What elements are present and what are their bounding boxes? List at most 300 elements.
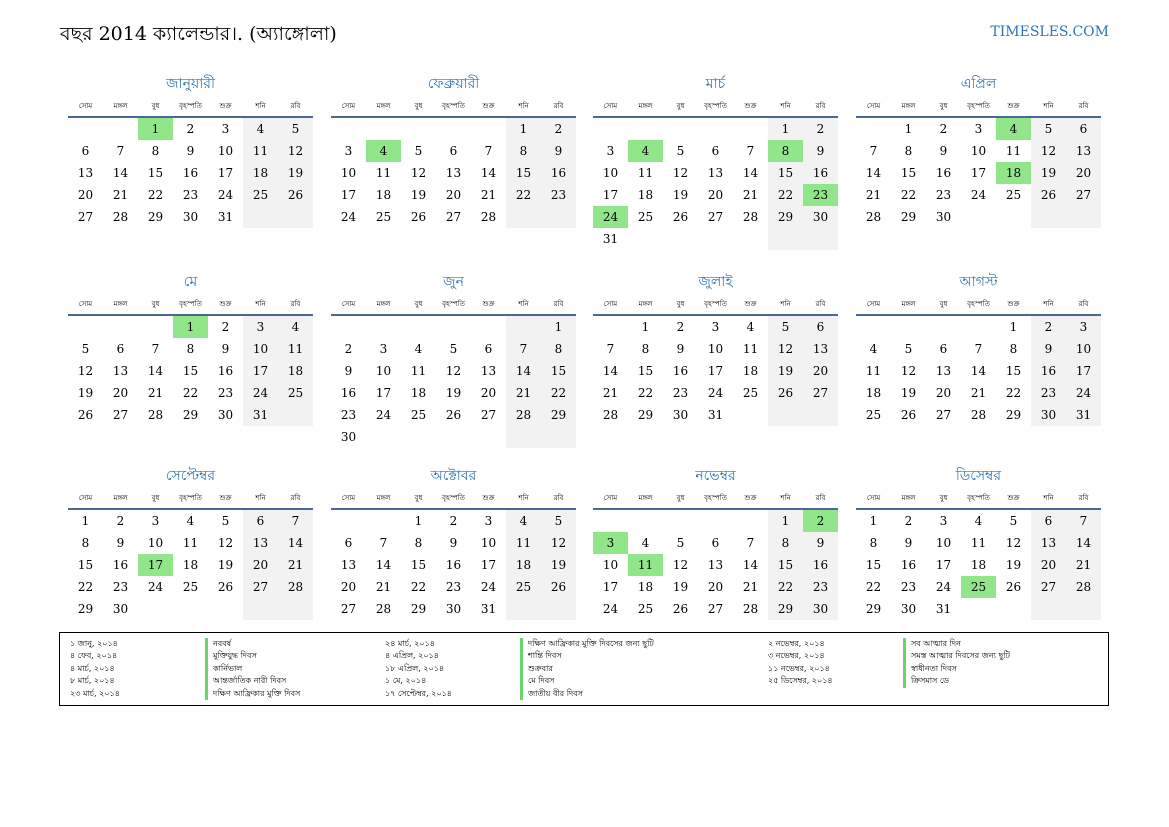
day-cell[interactable]: 22 [777,188,794,202]
day-cell[interactable]: 30 [340,430,357,444]
day-cell[interactable]: 20 [935,386,952,400]
day-cell[interactable]: 8 [151,144,160,158]
day-cell[interactable]: 23 [340,408,357,422]
day-cell[interactable]: 13 [1040,536,1057,550]
day-cell[interactable]: 4 [186,514,195,528]
day-cell[interactable]: 22 [182,386,199,400]
day-cell[interactable]: 11 [637,166,654,180]
day-cell[interactable]: 18 [410,386,427,400]
day-cell[interactable]: 29 [147,210,164,224]
day-cell[interactable]: 18 [637,580,654,594]
day-cell[interactable]: 6 [816,320,825,334]
day-cell[interactable]: 5 [676,536,685,550]
day-cell[interactable]: 28 [480,210,497,224]
day-cell[interactable]: 20 [112,386,129,400]
day-cell[interactable]: 17 [252,364,269,378]
day-cell[interactable]: 27 [252,580,269,594]
day-cell[interactable]: 7 [484,144,493,158]
day-cell[interactable]: 3 [221,122,230,136]
day-cell[interactable]: 11 [182,536,199,550]
day-cell[interactable]: 6 [1044,514,1053,528]
day-cell[interactable]: 15 [410,558,427,572]
day-cell[interactable]: 10 [147,536,164,550]
day-cell[interactable]: 13 [252,536,269,550]
day-cell[interactable]: 1 [414,514,423,528]
day-cell[interactable]: 2 [676,320,685,334]
day-cell[interactable]: 11 [515,536,532,550]
day-cell[interactable]: 7 [1079,514,1088,528]
day-cell[interactable]: 13 [480,364,497,378]
day-cell[interactable]: 22 [900,188,917,202]
day-cell[interactable]: 27 [707,602,724,616]
day-cell[interactable]: 12 [1040,144,1057,158]
day-cell[interactable]: 28 [375,602,392,616]
day-cell[interactable]: 6 [449,144,458,158]
day-cell[interactable]: 19 [672,580,689,594]
day-cell[interactable]: 9 [676,342,685,356]
day-cell[interactable]: 10 [935,536,952,550]
day-cell[interactable]: 28 [742,602,759,616]
holiday-day-cell[interactable]: 1 [173,316,208,338]
day-cell[interactable]: 25 [375,210,392,224]
day-cell[interactable]: 15 [77,558,94,572]
day-cell[interactable]: 3 [484,514,493,528]
day-cell[interactable]: 21 [112,188,129,202]
day-cell[interactable]: 9 [816,144,825,158]
day-cell[interactable]: 8 [781,536,790,550]
day-cell[interactable]: 18 [515,558,532,572]
day-cell[interactable]: 26 [672,602,689,616]
day-cell[interactable]: 15 [147,166,164,180]
holiday-day-cell[interactable]: 2 [803,510,838,532]
day-cell[interactable]: 6 [116,342,125,356]
day-cell[interactable]: 9 [554,144,563,158]
day-cell[interactable]: 18 [287,364,304,378]
day-cell[interactable]: 26 [672,210,689,224]
day-cell[interactable]: 28 [1075,580,1092,594]
day-cell[interactable]: 11 [865,364,882,378]
day-cell[interactable]: 5 [1009,514,1018,528]
day-cell[interactable]: 19 [1040,166,1057,180]
day-cell[interactable]: 21 [865,188,882,202]
day-cell[interactable]: 7 [291,514,300,528]
day-cell[interactable]: 11 [742,342,759,356]
day-cell[interactable]: 29 [900,210,917,224]
day-cell[interactable]: 26 [287,188,304,202]
day-cell[interactable]: 27 [112,408,129,422]
day-cell[interactable]: 11 [1005,144,1022,158]
day-cell[interactable]: 14 [1075,536,1092,550]
day-cell[interactable]: 19 [77,386,94,400]
day-cell[interactable]: 10 [970,144,987,158]
day-cell[interactable]: 19 [1005,558,1022,572]
day-cell[interactable]: 16 [550,166,567,180]
day-cell[interactable]: 6 [484,342,493,356]
day-cell[interactable]: 3 [974,122,983,136]
day-cell[interactable]: 14 [375,558,392,572]
day-cell[interactable]: 6 [81,144,90,158]
day-cell[interactable]: 29 [865,602,882,616]
day-cell[interactable]: 7 [379,536,388,550]
day-cell[interactable]: 14 [112,166,129,180]
day-cell[interactable]: 14 [742,558,759,572]
day-cell[interactable]: 20 [252,558,269,572]
day-cell[interactable]: 28 [742,210,759,224]
day-cell[interactable]: 3 [939,514,948,528]
day-cell[interactable]: 30 [1040,408,1057,422]
day-cell[interactable]: 1 [781,514,790,528]
day-cell[interactable]: 10 [252,342,269,356]
day-cell[interactable]: 19 [672,188,689,202]
day-cell[interactable]: 12 [77,364,94,378]
day-cell[interactable]: 4 [291,320,300,334]
day-cell[interactable]: 12 [672,166,689,180]
day-cell[interactable]: 29 [637,408,654,422]
day-cell[interactable]: 12 [1005,536,1022,550]
holiday-day-cell[interactable]: 4 [628,140,663,162]
day-cell[interactable]: 7 [116,144,125,158]
day-cell[interactable]: 5 [449,342,458,356]
day-cell[interactable]: 28 [112,210,129,224]
day-cell[interactable]: 13 [812,342,829,356]
day-cell[interactable]: 31 [252,408,269,422]
holiday-day-cell[interactable]: 4 [366,140,401,162]
holiday-day-cell[interactable]: 1 [138,118,173,140]
day-cell[interactable]: 7 [746,144,755,158]
day-cell[interactable]: 27 [1040,580,1057,594]
day-cell[interactable]: 2 [1044,320,1053,334]
day-cell[interactable]: 15 [550,364,567,378]
day-cell[interactable]: 20 [445,188,462,202]
day-cell[interactable]: 7 [519,342,528,356]
day-cell[interactable]: 31 [1075,408,1092,422]
day-cell[interactable]: 14 [970,364,987,378]
day-cell[interactable]: 25 [182,580,199,594]
day-cell[interactable]: 7 [746,536,755,550]
day-cell[interactable]: 9 [221,342,230,356]
day-cell[interactable]: 5 [291,122,300,136]
day-cell[interactable]: 31 [217,210,234,224]
day-cell[interactable]: 25 [865,408,882,422]
day-cell[interactable]: 11 [287,342,304,356]
day-cell[interactable]: 17 [1075,364,1092,378]
day-cell[interactable]: 31 [935,602,952,616]
day-cell[interactable]: 26 [1005,580,1022,594]
holiday-day-cell[interactable]: 11 [628,554,663,576]
day-cell[interactable]: 1 [554,320,563,334]
day-cell[interactable]: 16 [935,166,952,180]
day-cell[interactable]: 4 [519,514,528,528]
day-cell[interactable]: 12 [672,558,689,572]
day-cell[interactable]: 24 [480,580,497,594]
day-cell[interactable]: 27 [1075,188,1092,202]
day-cell[interactable]: 25 [252,188,269,202]
day-cell[interactable]: 8 [554,342,563,356]
day-cell[interactable]: 17 [707,364,724,378]
day-cell[interactable]: 26 [900,408,917,422]
day-cell[interactable]: 10 [375,364,392,378]
day-cell[interactable]: 16 [812,558,829,572]
day-cell[interactable]: 4 [869,342,878,356]
day-cell[interactable]: 13 [445,166,462,180]
day-cell[interactable]: 21 [602,386,619,400]
day-cell[interactable]: 15 [637,364,654,378]
holiday-day-cell[interactable]: 23 [803,184,838,206]
day-cell[interactable]: 18 [252,166,269,180]
day-cell[interactable]: 8 [519,144,528,158]
day-cell[interactable]: 6 [1079,122,1088,136]
day-cell[interactable]: 21 [742,580,759,594]
day-cell[interactable]: 30 [217,408,234,422]
day-cell[interactable]: 7 [974,342,983,356]
day-cell[interactable]: 20 [340,580,357,594]
day-cell[interactable]: 19 [410,188,427,202]
day-cell[interactable]: 21 [147,386,164,400]
day-cell[interactable]: 3 [379,342,388,356]
day-cell[interactable]: 16 [672,364,689,378]
day-cell[interactable]: 18 [375,188,392,202]
day-cell[interactable]: 22 [550,386,567,400]
day-cell[interactable]: 3 [711,320,720,334]
day-cell[interactable]: 28 [515,408,532,422]
day-cell[interactable]: 29 [777,602,794,616]
day-cell[interactable]: 2 [816,122,825,136]
day-cell[interactable]: 19 [287,166,304,180]
day-cell[interactable]: 9 [904,536,913,550]
holiday-day-cell[interactable]: 18 [996,162,1031,184]
day-cell[interactable]: 9 [816,536,825,550]
day-cell[interactable]: 23 [182,188,199,202]
day-cell[interactable]: 26 [777,386,794,400]
day-cell[interactable]: 3 [151,514,160,528]
day-cell[interactable]: 20 [812,364,829,378]
day-cell[interactable]: 16 [217,364,234,378]
day-cell[interactable]: 17 [340,188,357,202]
day-cell[interactable]: 31 [707,408,724,422]
day-cell[interactable]: 10 [602,558,619,572]
day-cell[interactable]: 25 [742,386,759,400]
day-cell[interactable]: 22 [147,188,164,202]
day-cell[interactable]: 17 [935,558,952,572]
day-cell[interactable]: 12 [777,342,794,356]
day-cell[interactable]: 5 [676,144,685,158]
day-cell[interactable]: 26 [77,408,94,422]
day-cell[interactable]: 23 [445,580,462,594]
day-cell[interactable]: 28 [865,210,882,224]
day-cell[interactable]: 19 [777,364,794,378]
holiday-day-cell[interactable]: 4 [996,118,1031,140]
day-cell[interactable]: 1 [781,122,790,136]
day-cell[interactable]: 2 [344,342,353,356]
day-cell[interactable]: 25 [637,602,654,616]
day-cell[interactable]: 17 [217,166,234,180]
day-cell[interactable]: 14 [480,166,497,180]
day-cell[interactable]: 21 [970,386,987,400]
day-cell[interactable]: 20 [1075,166,1092,180]
day-cell[interactable]: 24 [217,188,234,202]
day-cell[interactable]: 23 [900,580,917,594]
day-cell[interactable]: 18 [637,188,654,202]
day-cell[interactable]: 5 [904,342,913,356]
day-cell[interactable]: 22 [637,386,654,400]
day-cell[interactable]: 5 [554,514,563,528]
day-cell[interactable]: 25 [410,408,427,422]
day-cell[interactable]: 17 [480,558,497,572]
day-cell[interactable]: 16 [445,558,462,572]
day-cell[interactable]: 14 [147,364,164,378]
day-cell[interactable]: 31 [602,232,619,246]
day-cell[interactable]: 19 [900,386,917,400]
day-cell[interactable]: 26 [217,580,234,594]
day-cell[interactable]: 20 [707,580,724,594]
day-cell[interactable]: 17 [602,580,619,594]
day-cell[interactable]: 22 [77,580,94,594]
holiday-day-cell[interactable]: 3 [593,532,628,554]
day-cell[interactable]: 8 [81,536,90,550]
day-cell[interactable]: 22 [777,580,794,594]
day-cell[interactable]: 30 [112,602,129,616]
day-cell[interactable]: 6 [711,144,720,158]
day-cell[interactable]: 8 [904,144,913,158]
day-cell[interactable]: 23 [672,386,689,400]
day-cell[interactable]: 29 [550,408,567,422]
day-cell[interactable]: 12 [287,144,304,158]
day-cell[interactable]: 28 [147,408,164,422]
day-cell[interactable]: 15 [777,558,794,572]
day-cell[interactable]: 18 [742,364,759,378]
day-cell[interactable]: 26 [445,408,462,422]
day-cell[interactable]: 16 [112,558,129,572]
day-cell[interactable]: 14 [742,166,759,180]
day-cell[interactable]: 28 [287,580,304,594]
holiday-day-cell[interactable]: 24 [593,206,628,228]
day-cell[interactable]: 27 [480,408,497,422]
day-cell[interactable]: 29 [77,602,94,616]
day-cell[interactable]: 25 [637,210,654,224]
day-cell[interactable]: 1 [904,122,913,136]
day-cell[interactable]: 20 [1040,558,1057,572]
day-cell[interactable]: 15 [777,166,794,180]
day-cell[interactable]: 12 [410,166,427,180]
day-cell[interactable]: 4 [414,342,423,356]
day-cell[interactable]: 18 [182,558,199,572]
day-cell[interactable]: 1 [869,514,878,528]
day-cell[interactable]: 8 [186,342,195,356]
day-cell[interactable]: 29 [410,602,427,616]
day-cell[interactable]: 4 [746,320,755,334]
day-cell[interactable]: 20 [77,188,94,202]
day-cell[interactable]: 21 [287,558,304,572]
day-cell[interactable]: 22 [515,188,532,202]
day-cell[interactable]: 16 [1040,364,1057,378]
day-cell[interactable]: 23 [812,580,829,594]
day-cell[interactable]: 2 [221,320,230,334]
day-cell[interactable]: 9 [449,536,458,550]
day-cell[interactable]: 27 [445,210,462,224]
day-cell[interactable]: 29 [777,210,794,224]
day-cell[interactable]: 18 [970,558,987,572]
day-cell[interactable]: 3 [344,144,353,158]
day-cell[interactable]: 6 [939,342,948,356]
day-cell[interactable]: 18 [865,386,882,400]
day-cell[interactable]: 20 [480,386,497,400]
day-cell[interactable]: 1 [519,122,528,136]
day-cell[interactable]: 30 [935,210,952,224]
day-cell[interactable]: 9 [939,144,948,158]
day-cell[interactable]: 23 [217,386,234,400]
day-cell[interactable]: 9 [1044,342,1053,356]
holiday-day-cell[interactable]: 17 [138,554,173,576]
day-cell[interactable]: 30 [812,602,829,616]
day-cell[interactable]: 13 [1075,144,1092,158]
day-cell[interactable]: 7 [151,342,160,356]
day-cell[interactable]: 19 [217,558,234,572]
day-cell[interactable]: 11 [252,144,269,158]
day-cell[interactable]: 6 [256,514,265,528]
day-cell[interactable]: 2 [116,514,125,528]
day-cell[interactable]: 6 [344,536,353,550]
day-cell[interactable]: 30 [812,210,829,224]
day-cell[interactable]: 3 [606,144,615,158]
day-cell[interactable]: 13 [707,558,724,572]
day-cell[interactable]: 31 [480,602,497,616]
day-cell[interactable]: 21 [742,188,759,202]
day-cell[interactable]: 14 [515,364,532,378]
day-cell[interactable]: 28 [970,408,987,422]
day-cell[interactable]: 15 [515,166,532,180]
day-cell[interactable]: 2 [186,122,195,136]
day-cell[interactable]: 6 [711,536,720,550]
day-cell[interactable]: 12 [900,364,917,378]
day-cell[interactable]: 21 [515,386,532,400]
day-cell[interactable]: 9 [186,144,195,158]
day-cell[interactable]: 2 [939,122,948,136]
day-cell[interactable]: 19 [550,558,567,572]
day-cell[interactable]: 21 [375,580,392,594]
day-cell[interactable]: 27 [935,408,952,422]
day-cell[interactable]: 14 [865,166,882,180]
day-cell[interactable]: 10 [707,342,724,356]
day-cell[interactable]: 29 [1005,408,1022,422]
day-cell[interactable]: 3 [1079,320,1088,334]
day-cell[interactable]: 23 [112,580,129,594]
day-cell[interactable]: 24 [602,602,619,616]
day-cell[interactable]: 13 [707,166,724,180]
day-cell[interactable]: 30 [900,602,917,616]
day-cell[interactable]: 22 [865,580,882,594]
day-cell[interactable]: 9 [116,536,125,550]
day-cell[interactable]: 8 [869,536,878,550]
day-cell[interactable]: 27 [340,602,357,616]
day-cell[interactable]: 15 [865,558,882,572]
day-cell[interactable]: 4 [256,122,265,136]
day-cell[interactable]: 3 [256,320,265,334]
day-cell[interactable]: 5 [781,320,790,334]
day-cell[interactable]: 8 [1009,342,1018,356]
day-cell[interactable]: 26 [410,210,427,224]
day-cell[interactable]: 1 [641,320,650,334]
day-cell[interactable]: 21 [1075,558,1092,572]
day-cell[interactable]: 12 [445,364,462,378]
day-cell[interactable]: 10 [217,144,234,158]
day-cell[interactable]: 13 [340,558,357,572]
day-cell[interactable]: 10 [1075,342,1092,356]
day-cell[interactable]: 14 [287,536,304,550]
day-cell[interactable]: 17 [602,188,619,202]
day-cell[interactable]: 11 [410,364,427,378]
day-cell[interactable]: 30 [672,408,689,422]
day-cell[interactable]: 17 [375,386,392,400]
